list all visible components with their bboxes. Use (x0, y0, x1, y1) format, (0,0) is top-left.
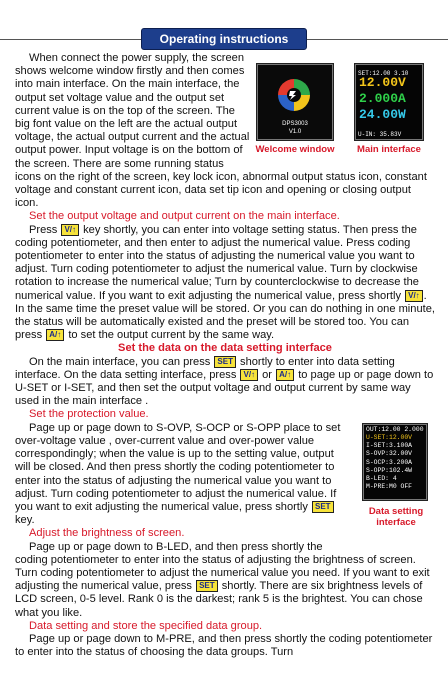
section-brightness-text (15, 541, 435, 620)
text-run: shortly to enter into data setting interface. On the data setting interface, press (15, 355, 395, 381)
set-key-icon: SET (312, 501, 334, 513)
text-run: key. (15, 514, 35, 527)
main-power: 24.00W (359, 107, 406, 122)
text-run: On the main interface, you can press (29, 355, 211, 368)
welcome-screen (257, 64, 333, 140)
section-data-setting-text (15, 356, 435, 409)
main-caption: Main interface (357, 144, 421, 155)
set-key-icon: SET (214, 356, 236, 368)
figure-group (257, 64, 435, 160)
main-screen (355, 64, 423, 140)
setting-figure (357, 424, 435, 552)
header (0, 28, 448, 50)
welcome-caption: Welcome window (255, 144, 335, 155)
section-title-data-group: Data setting and store the specified data group. (29, 619, 263, 632)
set-key-icon: SET (196, 580, 218, 592)
text-run: Page up or page down to S-OVP, S-OCP or S-OPP place to set over-voltage value , over-current value and over-power value correspondingly; when the value is up to the setting value, output will be closed. And then press shortly the coding potentiometer to enter into the status of adjusting the numerical value you want to adjust. Turn coding potentiometer to adjust the numerical value. If you want to exit adjusting the numerical value, press shortly (15, 421, 341, 513)
v-key-icon: V/↑ (240, 369, 258, 381)
text-run: . In the same time the preset value will be stored. Or you can do nothing in one minute, the status will be automatically existed and the preset will be stored too. You can press (15, 289, 435, 342)
setting-row: S-OVP:32.00V (366, 450, 413, 458)
text-run: shortly. There are six brightness levels of LCD screen, 0-5 level. Rank 0 is the darkest; rank 5 is the brightest. You can chose what you like. (15, 580, 423, 619)
welcome-model: DPS3003 (282, 121, 308, 127)
setting-row: OUT:12.00 2.000 (366, 425, 424, 433)
section-title-protection: Set the protection value. (29, 408, 149, 421)
setting-row: I-SET:3.100A (366, 442, 413, 450)
setting-row: U-SET:12.00V (366, 433, 413, 441)
welcome-version: V1.0 (288, 129, 302, 135)
setting-row: S-OCP:3.200A (366, 458, 413, 466)
intro-paragraph: When connect the power supply, the screen shows welcome window firstly and then comes into main interface. On the main interface, the output set voltage value and the output set current value is on the top of the screen. The big font value on the left are the actual output voltage, the actual output current and the actual output power. Input voltage is on the bottom of the screen. There are some running status icons on the right of the screen, key lock icon, abnormal output status icon, constant voltage and constant current icon, data set tip icon and opening or closing output icon. (15, 52, 427, 210)
section-main-set-text (15, 224, 435, 343)
section-data-group-text: Page up or page down to M-PRE, and then press shortly the coding potentiometer to enter into the status of choosing the data groups. Turn (15, 632, 433, 659)
text-run: or (262, 368, 273, 381)
setting-screen (363, 424, 427, 500)
section-title-data-setting: Set the data on the data setting interface (118, 342, 332, 355)
setting-caption: Data setting interface (368, 505, 424, 528)
main-set-row: SET:12.00 3.10 (358, 70, 409, 77)
a-key-icon: A/↑ (276, 369, 294, 381)
document-body (15, 52, 435, 659)
text-run: key shortly, you can enter into voltage setting status. Then press the coding potentiometer, and then enter to adjust the numerical value. Press coding potentiometer to enter into the status of adjusting the numerical value you want to adjust. Turn coding potentiometer to adjust the numerical value. Turn by clockwise rotation to increase the numerical value; Turn by counterclockwise to decrease the numerical value. If you want to exit adjusting the numerical value, press shortly (15, 223, 419, 302)
brand-logo-icon (271, 75, 317, 115)
text-run: Press (29, 223, 58, 236)
main-input-row: U-IN: 35.83V (358, 131, 402, 138)
text-run: to page up or page down to U-SET or I-SET, and then set the output voltage and output current by same way used in the main interface . (15, 368, 434, 408)
setting-row: B-LED: 4 (366, 474, 397, 482)
page-title: Operating instructions (141, 28, 308, 50)
section-title-main-set: Set the output voltage and output current on the main interface. (29, 210, 340, 223)
va-key-icon: V/↑ (405, 290, 423, 302)
text-run: to set the output current by the same way. (68, 329, 275, 342)
main-current: 2.000A (359, 91, 406, 106)
main-voltage: 12.00V (359, 75, 406, 90)
va-key-icon: V/↑ (61, 224, 79, 236)
a-key-icon: A/↑ (46, 329, 64, 341)
section-title-brightness: Adjust the brightness of screen. (29, 527, 185, 540)
text-run: Page up or page down to B-LED, and then press shortly the coding potentiometer to enter into the status of adjusting the brightness of screen. Turn coding potentiometer to adjust the numerical value you need. If you want to exit adjusting the numerical value, press (15, 540, 430, 593)
setting-row: S-OPP:102.4W (366, 466, 413, 474)
setting-row: M-PRE:M0 OFF (366, 483, 413, 491)
